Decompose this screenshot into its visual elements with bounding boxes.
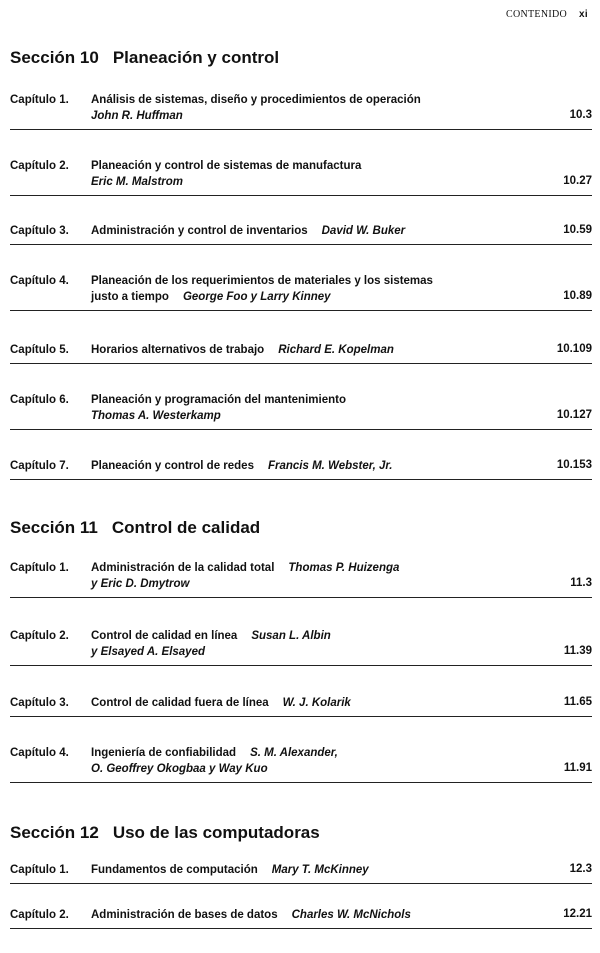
chapter-title-line [91,560,521,576]
chapter-body [91,745,521,777]
chapter-label: Capítulo 4. [10,275,69,287]
chapter-title-line-2 [91,289,521,305]
toc-entry[interactable] [10,342,592,364]
chapter-author: S. M. Alexander, [250,747,338,759]
chapter-author: y Elsayed A. Elsayed [91,646,206,658]
section-name: Planeación y control [112,48,280,67]
chapter-author: David W. Buker [321,225,406,237]
chapter-body [91,560,521,592]
chapter-page-number: 10.109 [556,343,592,355]
chapter-author: Charles W. McNichols [291,909,411,921]
chapter-title: Ingeniería de confiabilidad [91,747,237,759]
page-number: xi [579,9,588,20]
chapter-page-number: 10.59 [563,224,592,236]
chapter-page-number: 12.21 [563,908,592,920]
chapter-title: Planeación y control de redes [91,460,254,472]
toc-entry[interactable] [10,392,592,430]
chapter-label: Capítulo 3. [10,225,69,237]
chapter-title: Planeación de los requerimientos de materiales y los sistemas [91,275,433,287]
chapter-title-line [91,458,521,474]
chapter-title-line [91,745,521,761]
chapter-label: Capítulo 3. [10,697,69,709]
chapter-author: Thomas P. Huizenga [288,562,400,574]
toc-entry[interactable] [10,745,592,783]
chapter-body [91,392,521,424]
chapter-title: Control de calidad en línea [91,630,238,642]
toc-entry[interactable] [10,92,592,130]
chapter-title-line [91,628,521,644]
chapter-body [91,273,521,305]
chapter-title-line-2 [91,644,521,660]
chapter-title-line-2 [91,174,521,190]
chapter-page-number: 11.39 [563,645,592,657]
chapter-title: Horarios alternativos de trabajo [91,344,265,356]
chapter-title-line [91,223,521,239]
chapter-title-line [91,907,521,923]
chapter-body [91,862,521,878]
chapter-title-line [91,392,521,408]
chapter-title-continued: justo a tiempo [91,291,169,303]
chapter-title-line [91,695,521,711]
chapter-author: Richard E. Kopelman [278,344,394,356]
chapter-author: Thomas A. Westerkamp [91,410,221,422]
chapter-title: Análisis de sistemas, diseño y procedimientos de operación [91,94,421,106]
toc-entry[interactable] [10,628,592,666]
chapter-body [91,458,521,474]
chapter-label: Capítulo 1. [10,562,69,574]
toc-entry[interactable] [10,158,592,196]
chapter-body [91,158,521,190]
chapter-body [91,223,521,239]
section-name: Control de calidad [111,518,261,537]
toc-entry[interactable] [10,862,592,884]
chapter-title-line-2 [91,576,521,592]
toc-entry[interactable] [10,223,592,245]
header-label: CONTENIDO [506,9,568,20]
chapter-body [91,907,521,923]
chapter-title-line-2 [91,761,521,777]
toc-entry[interactable] [10,907,592,929]
toc-entry[interactable] [10,560,592,598]
chapter-title-line [91,342,521,358]
chapter-author: O. Geoffrey Okogbaa y Way Kuo [91,763,268,775]
chapter-title: Administración de bases de datos [91,909,278,921]
section-number: Sección 10 [10,48,99,67]
chapter-title: Planeación y programación del mantenimiento [91,394,346,406]
chapter-page-number: 11.3 [570,577,592,589]
chapter-title: Administración y control de inventarios [91,225,308,237]
chapter-title-line [91,273,521,289]
chapter-body [91,92,521,124]
chapter-title-line [91,158,521,174]
chapter-page-number: 10.27 [563,175,592,187]
chapter-title-line-2 [91,408,521,424]
section-number: Sección 11 [10,518,98,537]
chapter-body [91,695,521,711]
chapter-author: Eric M. Malstrom [91,176,184,188]
chapter-title-line-2 [91,108,521,124]
chapter-page-number: 12.3 [569,863,592,875]
chapter-label: Capítulo 2. [10,160,69,172]
chapter-page-number: 10.153 [556,459,592,471]
chapter-label: Capítulo 2. [10,630,69,642]
chapter-page-number: 11.91 [563,762,592,774]
section-name: Uso de las computadoras [112,823,320,842]
toc-entry[interactable] [10,695,592,717]
chapter-author: W. J. Kolarik [282,697,351,709]
running-header [506,9,588,20]
chapter-label: Capítulo 2. [10,909,69,921]
chapter-label: Capítulo 5. [10,344,69,356]
chapter-author: Susan L. Albin [251,630,331,642]
chapter-page-number: 10.3 [569,109,592,121]
chapter-title: Planeación y control de sistemas de manufactura [91,160,362,172]
chapter-title-line [91,92,521,108]
section-title [10,48,279,68]
chapter-title: Fundamentos de computación [91,864,258,876]
chapter-body [91,342,521,358]
chapter-title: Control de calidad fuera de línea [91,697,269,709]
chapter-label: Capítulo 1. [10,864,69,876]
chapter-body [91,628,521,660]
chapter-author: Mary T. McKinney [271,864,369,876]
chapter-page-number: 10.89 [563,290,592,302]
chapter-title-line [91,862,521,878]
toc-entry[interactable] [10,273,592,311]
chapter-title: Administración de la calidad total [91,562,275,574]
chapter-label: Capítulo 6. [10,394,69,406]
toc-entry[interactable] [10,458,592,480]
chapter-label: Capítulo 1. [10,94,69,106]
chapter-page-number: 10.127 [556,409,592,421]
chapter-label: Capítulo 7. [10,460,69,472]
section-title [10,823,320,843]
chapter-author: John R. Huffman [91,110,183,122]
chapter-author: y Eric D. Dmytrow [91,578,190,590]
section-title [10,518,260,538]
chapter-label: Capítulo 4. [10,747,69,759]
chapter-author: Francis M. Webster, Jr. [267,460,393,472]
chapter-page-number: 11.65 [563,696,592,708]
section-number: Sección 12 [10,823,99,842]
chapter-author: George Foo y Larry Kinney [182,291,331,303]
